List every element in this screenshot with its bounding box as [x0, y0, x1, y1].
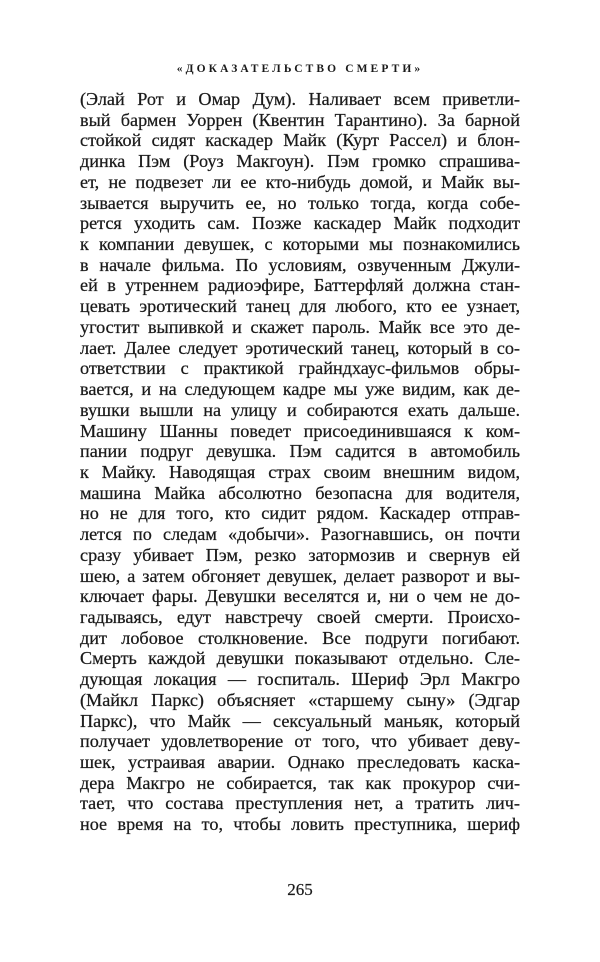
text-line: стойкой сидят каскадер Майк (Курт Рассел) и блон-: [80, 130, 520, 151]
text-line: лает. Далее следует эротический танец, который в со-: [80, 337, 520, 358]
text-line: пании подруг девушка. Пэм садится в автомобиль: [80, 441, 520, 462]
text-line: дера Макгро не собирается, так как прокурор счи-: [80, 772, 520, 793]
text-line: динка Пэм (Роуз Макгоун). Пэм громко спрашива-: [80, 151, 520, 172]
text-line: шек, устраивая аварии. Однако преследовать каска-: [80, 752, 520, 772]
text-line: дующая локация — госпиталь. Шериф Эрл Макгро: [80, 669, 520, 690]
text-line: Машину Шанны поведет присоединившаяся к ком-: [80, 420, 520, 441]
text-line: ей в утреннем радиоэфире, Баттерфляй должна стан-: [80, 275, 520, 296]
text-line: ответствии с практикой грайндхаус-фильмов обры-: [80, 358, 520, 379]
text-line: зывается выручить ее, но только тогда, когда собе-: [80, 192, 520, 213]
text-line: (Элай Рот и Омар Дум). Наливает всем приветли-: [80, 89, 520, 109]
running-head: «ДОКАЗАТЕЛЬСТВО СМЕРТИ»: [176, 63, 424, 75]
text-line: в начале фильма. По условиям, озвученным Джули-: [80, 254, 520, 275]
text-line: к компании девушек, с которыми мы познакомились: [80, 234, 520, 255]
text-line: ное время на то, чтобы ловить преступника, шериф: [80, 814, 520, 835]
text-line: тает, что состава преступления нет, а тратить лич-: [80, 793, 520, 814]
text-line: рется уходить сам. Позже каскадер Майк подходит: [80, 213, 520, 234]
text-line: но не для того, кто сидит рядом. Каскадер отправ-: [80, 503, 520, 524]
text-line: цевать эротический танец для любого, кто ее узнает,: [80, 296, 520, 317]
text-line: (Майкл Паркс) объясняет «старшему сыну» (Эдгар: [80, 689, 520, 710]
text-line: машина Майка абсолютно безопасна для водителя,: [80, 482, 520, 503]
text-line: лется по следам «добычи». Разогнавшись, он почти: [80, 524, 520, 545]
text-line: шею, а затем обгоняет девушек, делает разворот и вы-: [80, 565, 520, 586]
text-line: к Майку. Наводящая страх своим внешним видом,: [80, 461, 520, 482]
body-text: [80, 89, 520, 835]
text-line: ет, не подвезет ли ее кто-нибудь домой, и Майк вы-: [80, 171, 520, 192]
text-line: Паркс), что Майк — сексуальный маньяк, который: [80, 710, 520, 731]
text-line: вается, и на следующем кадре мы уже видим, как де-: [80, 379, 520, 400]
text-line: вушки вышли на улицу и собираются ехать дальше.: [80, 399, 520, 420]
text-line: получает удовлетворение от того, что убивает деву-: [80, 731, 520, 752]
text-line: вый бармен Уоррен (Квентин Тарантино). За барной: [80, 109, 520, 130]
text-line: дит лобовое столкновение. Все подруги погибают.: [80, 627, 520, 648]
text-line: Смерть каждой девушки показывают отдельно. Сле-: [80, 648, 520, 669]
page-number: 265: [287, 880, 313, 899]
text-line: угостит выпивкой и скажет пароль. Майк все это де-: [80, 316, 520, 337]
text-line: гадываясь, едут навстречу своей смерти. Происхо-: [80, 606, 520, 627]
text-line: сразу убивает Пэм, резко затормозив и свернув ей: [80, 544, 520, 565]
text-line: ключает фары. Девушки веселятся и, ни о чем не до-: [80, 586, 520, 607]
